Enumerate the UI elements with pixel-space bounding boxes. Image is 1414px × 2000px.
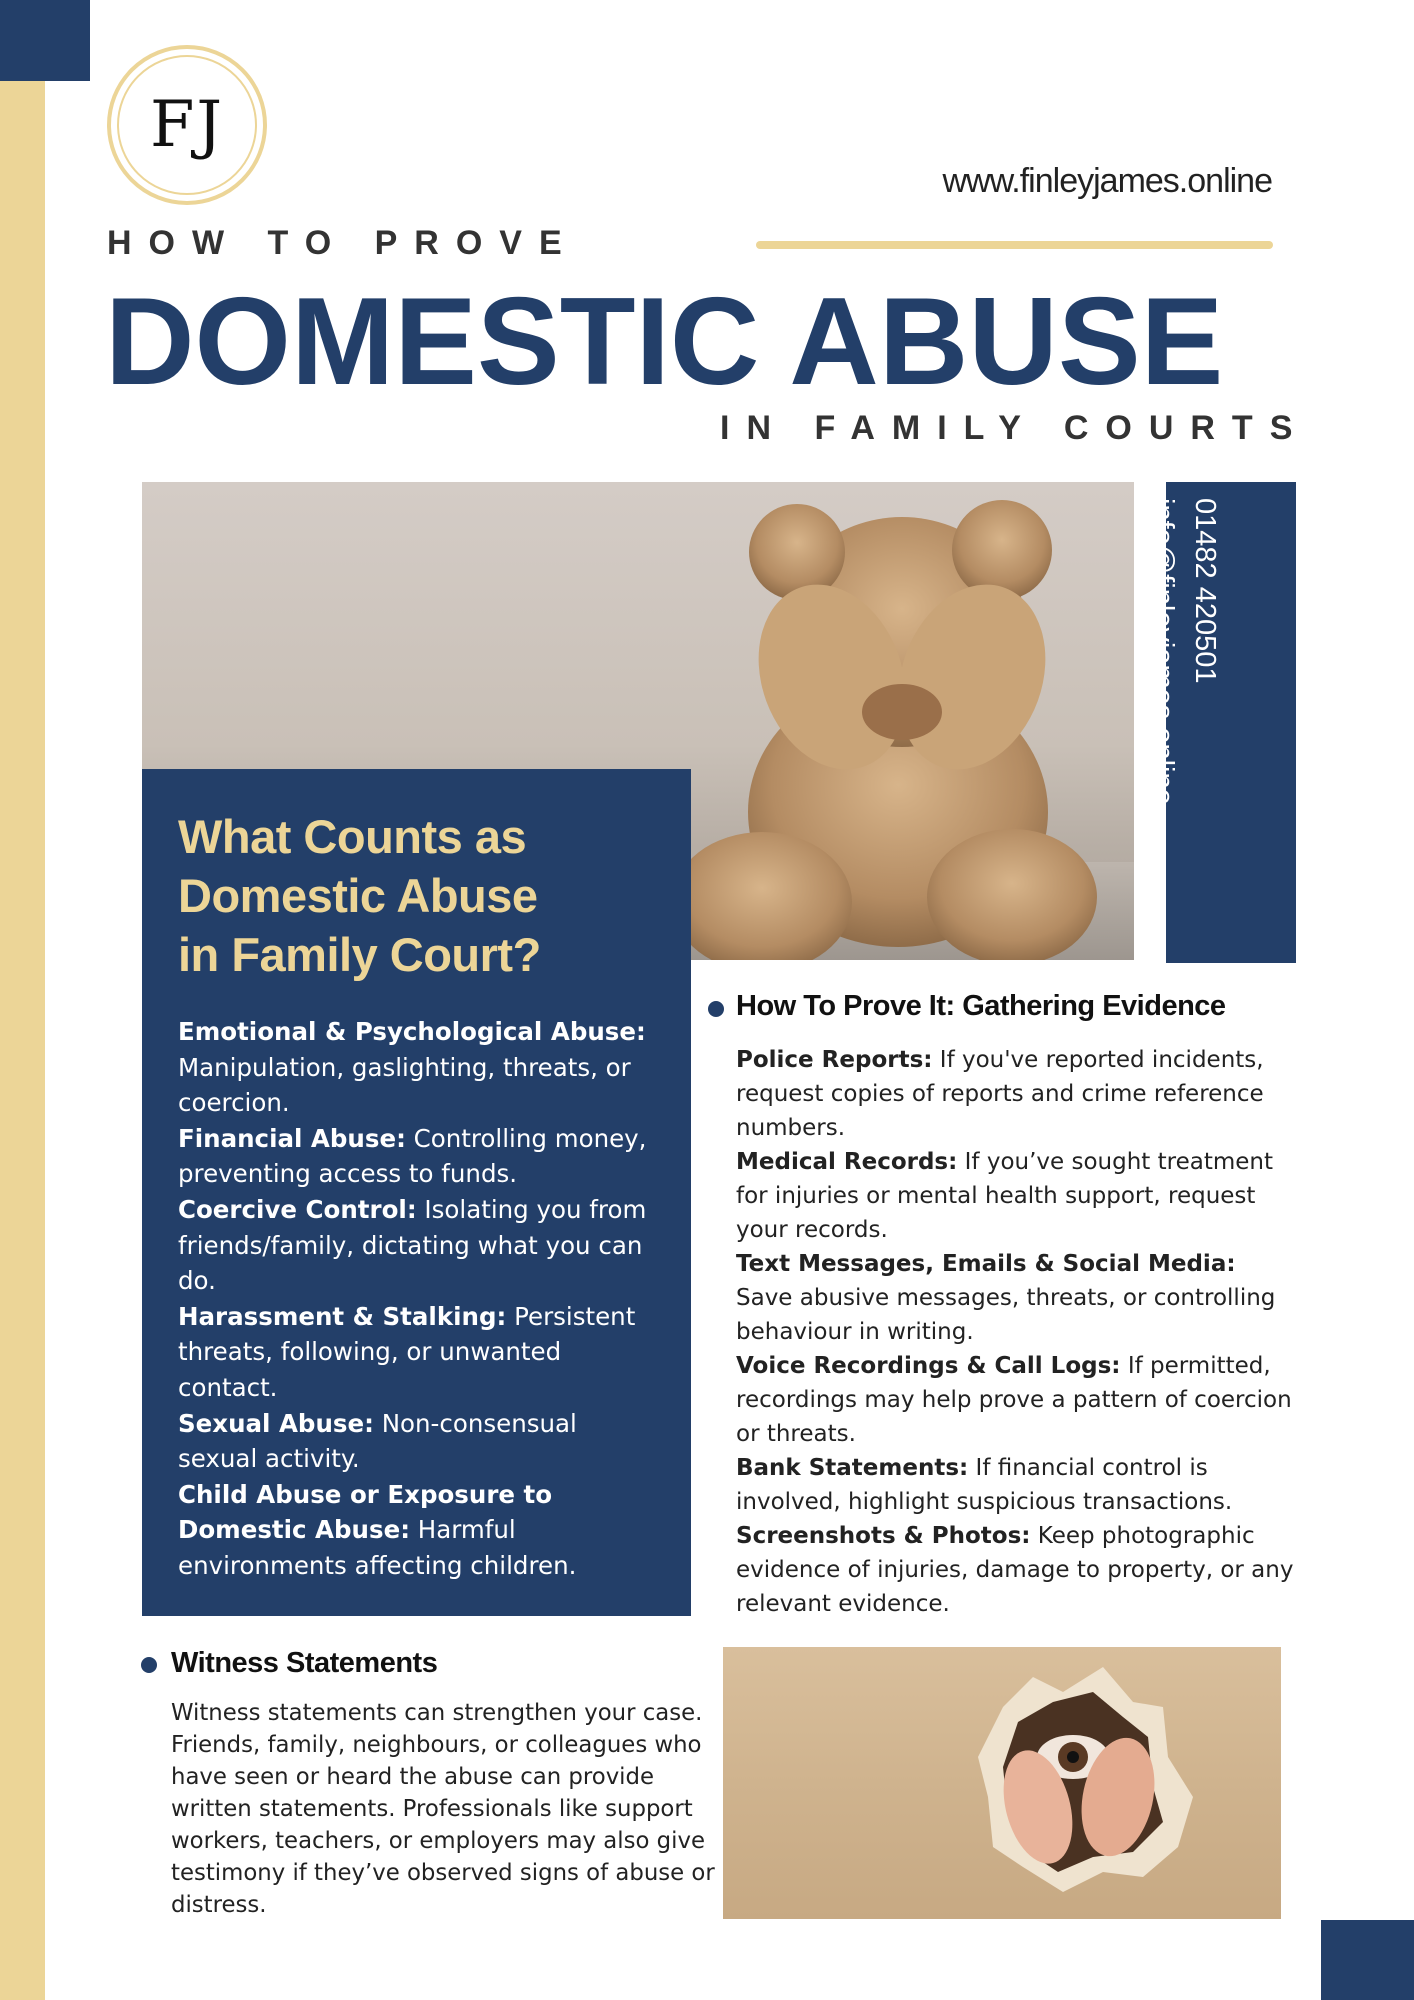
evidence-desc: If permitted, recordings may help prove a pattern of coercion or threats. (736, 1353, 1292, 1447)
abuse-type-desc: Controlling money, preventing access to funds. (178, 1123, 647, 1189)
abuse-type-item (178, 1014, 655, 1121)
abuse-type-item (178, 1406, 655, 1477)
evidence-heading: How To Prove It: Gathering Evidence (736, 990, 1226, 1022)
torn-hole-illustration (723, 1647, 1281, 1919)
side-accent-bar (0, 0, 45, 2000)
abuse-type-item (178, 1192, 655, 1299)
evidence-term: Bank Statements: (736, 1455, 969, 1481)
phone-number[interactable]: 01482 420501 (1189, 498, 1221, 684)
email-address[interactable]: info@finleyjames.online (1147, 498, 1179, 805)
evidence-term: Voice Recordings & Call Logs: (736, 1353, 1121, 1379)
heading-line: in Family Court? (178, 928, 541, 981)
logo-initials: FJ (117, 55, 257, 195)
bullet-dot (141, 1657, 157, 1673)
evidence-item (736, 1349, 1296, 1451)
abuse-type-term: Sexual Abuse: (178, 1408, 374, 1438)
evidence-term: Screenshots & Photos: (736, 1523, 1031, 1549)
abuse-type-term: Coercive Control: (178, 1194, 417, 1224)
evidence-item (736, 1043, 1296, 1145)
evidence-term: Police Reports: (736, 1047, 933, 1073)
corner-block-bottom-right (1321, 1920, 1414, 2000)
abuse-type-item (178, 1121, 655, 1192)
corner-block-top-left (0, 0, 90, 81)
website-url[interactable]: www.finleyjames.online (942, 162, 1272, 200)
page-subtitle: IN FAMILY COURTS (720, 409, 1310, 447)
evidence-item (736, 1519, 1296, 1621)
logo (107, 45, 267, 205)
witness-body: Witness statements can strengthen your case. Friends, family, neighbours, or colleagues who have seen or heard the abuse can provide written statements. Professionals like support workers, teachers, or employers may also give testimony if they’ve observed signs of abuse or distress. (171, 1700, 715, 1918)
evidence-desc: If financial control is involved, highlight suspicious transactions. (736, 1455, 1233, 1515)
abuse-type-desc: Isolating you from friends/family, dictating what you can do. (178, 1194, 647, 1296)
abuse-type-desc: Persistent threats, following, or unwanted contact. (178, 1301, 636, 1402)
header-divider (756, 241, 1273, 249)
evidence-desc: Keep photographic evidence of injuries, damage to property, or any relevant evidence. (736, 1523, 1294, 1617)
evidence-list (736, 1043, 1296, 1621)
title-kicker: HOW TO PROVE (107, 224, 579, 262)
abuse-type-term: Harassment & Stalking: (178, 1301, 507, 1331)
abuse-type-desc: Harmful environments affecting children. (178, 1515, 577, 1580)
heading-line: What Counts as (178, 810, 527, 863)
evidence-item (736, 1145, 1296, 1247)
evidence-desc: Save abusive messages, threats, or controlling behaviour in writing. (736, 1285, 1276, 1345)
what-counts-panel (142, 769, 691, 1616)
witness-heading: Witness Statements (171, 1647, 438, 1679)
what-counts-heading (178, 807, 655, 984)
evidence-item (736, 1247, 1296, 1349)
contact-strip (1147, 482, 1296, 963)
abuse-type-desc: Manipulation, gaslighting, threats, or coercion. (178, 1052, 631, 1118)
abuse-type-term: Financial Abuse: (178, 1123, 406, 1153)
contact-info (1142, 498, 1226, 805)
abuse-type-term: Emotional & Psychological Abuse: (178, 1017, 646, 1046)
abuse-type-term: Child Abuse or Exposure to Domestic Abuse: (178, 1479, 553, 1545)
evidence-desc: If you've reported incidents, request copies of reports and crime reference numbers. (736, 1047, 1264, 1141)
page-title: DOMESTIC ABUSE (105, 273, 1224, 411)
abuse-type-item (178, 1477, 655, 1584)
evidence-item (736, 1451, 1296, 1519)
abuse-type-desc: Non-consensual sexual activity. (178, 1408, 577, 1474)
eye-through-cardboard-photo (723, 1647, 1281, 1919)
evidence-term: Text Messages, Emails & Social Media: (736, 1251, 1236, 1277)
heading-line: Domestic Abuse (178, 869, 538, 922)
evidence-term: Medical Records: (736, 1149, 958, 1175)
abuse-type-item (178, 1299, 655, 1406)
bullet-dot (708, 1001, 724, 1017)
evidence-desc: If you’ve sought treatment for injuries or mental health support, request your records. (736, 1149, 1273, 1243)
